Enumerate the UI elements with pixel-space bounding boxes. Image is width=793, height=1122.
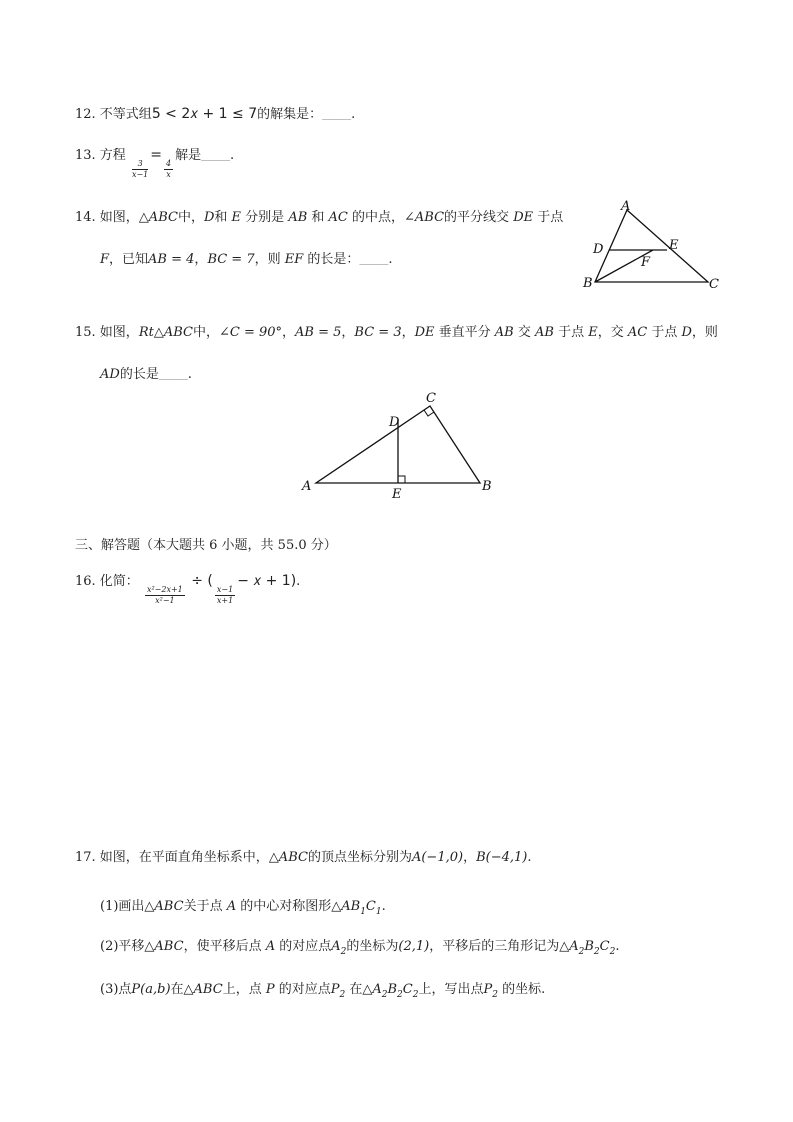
text: ，交 bbox=[597, 325, 628, 340]
math-expression: C bbox=[402, 982, 413, 997]
text: 的长是： bbox=[303, 252, 360, 267]
question-14-line2 bbox=[100, 250, 392, 271]
subscript: 2 bbox=[381, 990, 388, 1000]
text: . bbox=[527, 850, 532, 865]
question-17-part3 bbox=[100, 980, 545, 1005]
subscript: 2 bbox=[492, 990, 498, 1000]
text: (3)点 bbox=[100, 982, 132, 997]
math-expression: E bbox=[588, 325, 598, 340]
text: 的对应点 bbox=[274, 982, 331, 997]
numerator: x²−2x+1 bbox=[146, 585, 183, 594]
text: 13. 方程 bbox=[75, 148, 130, 163]
label-D: D bbox=[389, 415, 400, 430]
math-expression: Rt△ABC bbox=[138, 325, 193, 340]
math-expression: ∠C = 90° bbox=[218, 325, 283, 340]
text: 中， bbox=[177, 210, 204, 225]
text: 于点 bbox=[533, 210, 564, 225]
math-expression: AD bbox=[100, 367, 120, 382]
math-expression: △A bbox=[559, 939, 579, 954]
fraction bbox=[145, 585, 185, 606]
math-expression: AB = 4 bbox=[148, 252, 195, 267]
text: 于点 bbox=[647, 325, 682, 340]
question-15-line2 bbox=[100, 365, 192, 386]
text: . bbox=[388, 252, 393, 267]
math-expression: F bbox=[100, 252, 110, 267]
text: 在 bbox=[345, 982, 363, 997]
math-expression: ∠ABC bbox=[404, 210, 445, 225]
fraction bbox=[164, 159, 173, 180]
math-expression: △A bbox=[362, 982, 382, 997]
label-A: A bbox=[302, 479, 312, 494]
math-expression: AB = 5 bbox=[295, 325, 342, 340]
text: 16. 化简： bbox=[75, 574, 143, 589]
numerator: x−1 bbox=[216, 585, 234, 594]
triangle-figure-14 bbox=[575, 198, 735, 298]
question-17-part2 bbox=[100, 937, 619, 962]
text: 三、解答题（本大题共 6 小题，共 55.0 分） bbox=[75, 538, 337, 553]
text: . bbox=[615, 939, 620, 954]
math-expression: A bbox=[226, 899, 237, 914]
math-expression: DE bbox=[414, 325, 435, 340]
math-expression: P(a,b) bbox=[131, 982, 171, 997]
section-3-heading bbox=[75, 536, 337, 556]
math-expression: P bbox=[483, 982, 493, 997]
math-expression: EF bbox=[284, 252, 304, 267]
fraction bbox=[215, 585, 235, 606]
label-C: C bbox=[709, 277, 719, 292]
math-expression: AB bbox=[288, 210, 308, 225]
math-expression: D bbox=[203, 210, 215, 225]
fraction bbox=[132, 159, 148, 180]
text: 交 bbox=[513, 325, 536, 340]
text: 17. 如图，在平面直角坐标系中， bbox=[75, 850, 269, 865]
math-expression: E bbox=[231, 210, 242, 225]
math-expression: P bbox=[265, 982, 275, 997]
subscript: 1 bbox=[375, 907, 382, 917]
text: (2)平移 bbox=[100, 939, 145, 954]
numerator: 3 bbox=[132, 159, 148, 170]
subscript: 2 bbox=[340, 947, 347, 957]
text: 于点 bbox=[553, 325, 589, 340]
math-expression: BC = 7 bbox=[207, 252, 255, 267]
text: 解是 bbox=[175, 148, 202, 163]
text: . bbox=[351, 107, 356, 122]
text: 分别是 bbox=[241, 210, 289, 225]
math-expression: − 𝑥 + 1) bbox=[237, 573, 297, 589]
math-expression: △ABC bbox=[183, 982, 223, 997]
text: ， bbox=[282, 325, 296, 340]
text: . bbox=[381, 899, 386, 914]
text: 14. 如图， bbox=[75, 210, 139, 225]
text: 的坐标为 bbox=[346, 939, 399, 954]
text: 的顶点坐标分别为 bbox=[307, 850, 412, 865]
label-D: D bbox=[593, 242, 604, 257]
text: . bbox=[296, 574, 301, 589]
math-expression: AB bbox=[494, 325, 514, 340]
math-expression: △ABC bbox=[138, 210, 178, 225]
subscript: 2 bbox=[578, 947, 585, 957]
text: ， bbox=[463, 850, 477, 865]
text: 关于点 bbox=[183, 899, 227, 914]
text: 垂直平分 bbox=[434, 325, 495, 340]
text: 中， bbox=[192, 325, 219, 340]
math-expression: AC bbox=[328, 210, 348, 225]
question-14-line1 bbox=[75, 208, 563, 228]
math-expression: △AB bbox=[331, 899, 361, 914]
text: 的长是 bbox=[119, 367, 159, 382]
label-E: E bbox=[669, 238, 679, 253]
math-expression: = bbox=[150, 147, 162, 163]
text: 的平分线交 bbox=[444, 210, 514, 225]
text: 12. 不等式组 bbox=[75, 107, 152, 122]
answer-blank: ______ bbox=[359, 256, 389, 265]
subscript: 2 bbox=[339, 990, 346, 1000]
text: ，则 bbox=[691, 325, 718, 340]
math-expression: A bbox=[265, 939, 276, 954]
text: ，平移后的三角形记为 bbox=[429, 939, 560, 954]
math-expression: C bbox=[599, 939, 610, 954]
text: ，则 bbox=[254, 252, 285, 267]
question-13 bbox=[75, 145, 234, 180]
math-expression: C bbox=[365, 899, 376, 914]
text: 的解集是： bbox=[257, 107, 323, 122]
answer-blank: ______ bbox=[201, 152, 231, 161]
text: 上，点 bbox=[222, 982, 266, 997]
question-16 bbox=[75, 571, 300, 606]
text: 的中心对称图形 bbox=[236, 899, 332, 914]
label-C: C bbox=[426, 391, 436, 406]
math-expression: 5 < 2𝑥 + 1 ≤ 7 bbox=[151, 106, 258, 122]
triangle-lines bbox=[595, 210, 708, 282]
text: . bbox=[187, 367, 192, 382]
text: . bbox=[230, 148, 235, 163]
denominator: x²−1 bbox=[155, 596, 175, 605]
text: 和 bbox=[307, 210, 329, 225]
answer-blank: ______ bbox=[158, 371, 188, 380]
text: 在 bbox=[170, 982, 184, 997]
label-B: B bbox=[482, 479, 492, 494]
text: 的中点， bbox=[347, 210, 405, 225]
subscript: 1 bbox=[360, 907, 366, 917]
math-expression: BC = 3 bbox=[354, 325, 402, 340]
text: 上，写出点 bbox=[418, 982, 484, 997]
text: ， bbox=[341, 325, 355, 340]
math-expression: AC bbox=[627, 325, 648, 340]
text: ， bbox=[194, 252, 208, 267]
denominator: x bbox=[166, 170, 171, 179]
text: 和 bbox=[214, 210, 232, 225]
text: 15. 如图， bbox=[75, 325, 139, 340]
math-expression: P bbox=[330, 982, 340, 997]
label-B: B bbox=[583, 276, 593, 291]
math-expression: DE bbox=[513, 210, 534, 225]
right-angle-mark-E bbox=[398, 476, 405, 483]
denominator: x+1 bbox=[216, 596, 234, 605]
math-expression: △ABC bbox=[144, 899, 184, 914]
subscript: 2 bbox=[609, 947, 616, 957]
answer-blank: ______ bbox=[322, 111, 352, 120]
text: 的对应点 bbox=[275, 939, 332, 954]
text: 的坐标. bbox=[497, 982, 546, 997]
math-expression: A(−1,0) bbox=[411, 850, 464, 865]
subscript: 2 bbox=[412, 990, 419, 1000]
question-12 bbox=[75, 104, 355, 126]
text: ，已知 bbox=[109, 252, 149, 267]
triangle-figure-15 bbox=[298, 388, 498, 503]
math-expression: B bbox=[387, 982, 398, 997]
math-expression: B bbox=[584, 939, 594, 954]
text: (1)画出 bbox=[100, 899, 145, 914]
question-15-line1 bbox=[75, 323, 718, 343]
subscript: 2 bbox=[593, 947, 600, 957]
question-17-part1 bbox=[100, 897, 386, 922]
label-E: E bbox=[392, 487, 402, 502]
question-17 bbox=[75, 848, 532, 868]
text: ，使平移后点 bbox=[183, 939, 266, 954]
math-expression: △ABC bbox=[144, 939, 184, 954]
numerator: 4 bbox=[166, 159, 172, 168]
text: ， bbox=[401, 325, 415, 340]
math-expression: AB bbox=[535, 325, 554, 340]
math-expression: D bbox=[681, 325, 692, 340]
label-A: A bbox=[621, 199, 631, 214]
math-expression: B(−4,1) bbox=[476, 850, 528, 865]
math-expression: ÷ ( bbox=[186, 573, 213, 589]
math-expression: △ABC bbox=[268, 850, 308, 865]
subscript: 2 bbox=[397, 990, 403, 1000]
label-F: F bbox=[641, 255, 651, 270]
denominator: x−1 bbox=[131, 170, 149, 179]
math-expression: (2,1) bbox=[398, 939, 430, 954]
math-expression: A bbox=[331, 939, 341, 954]
